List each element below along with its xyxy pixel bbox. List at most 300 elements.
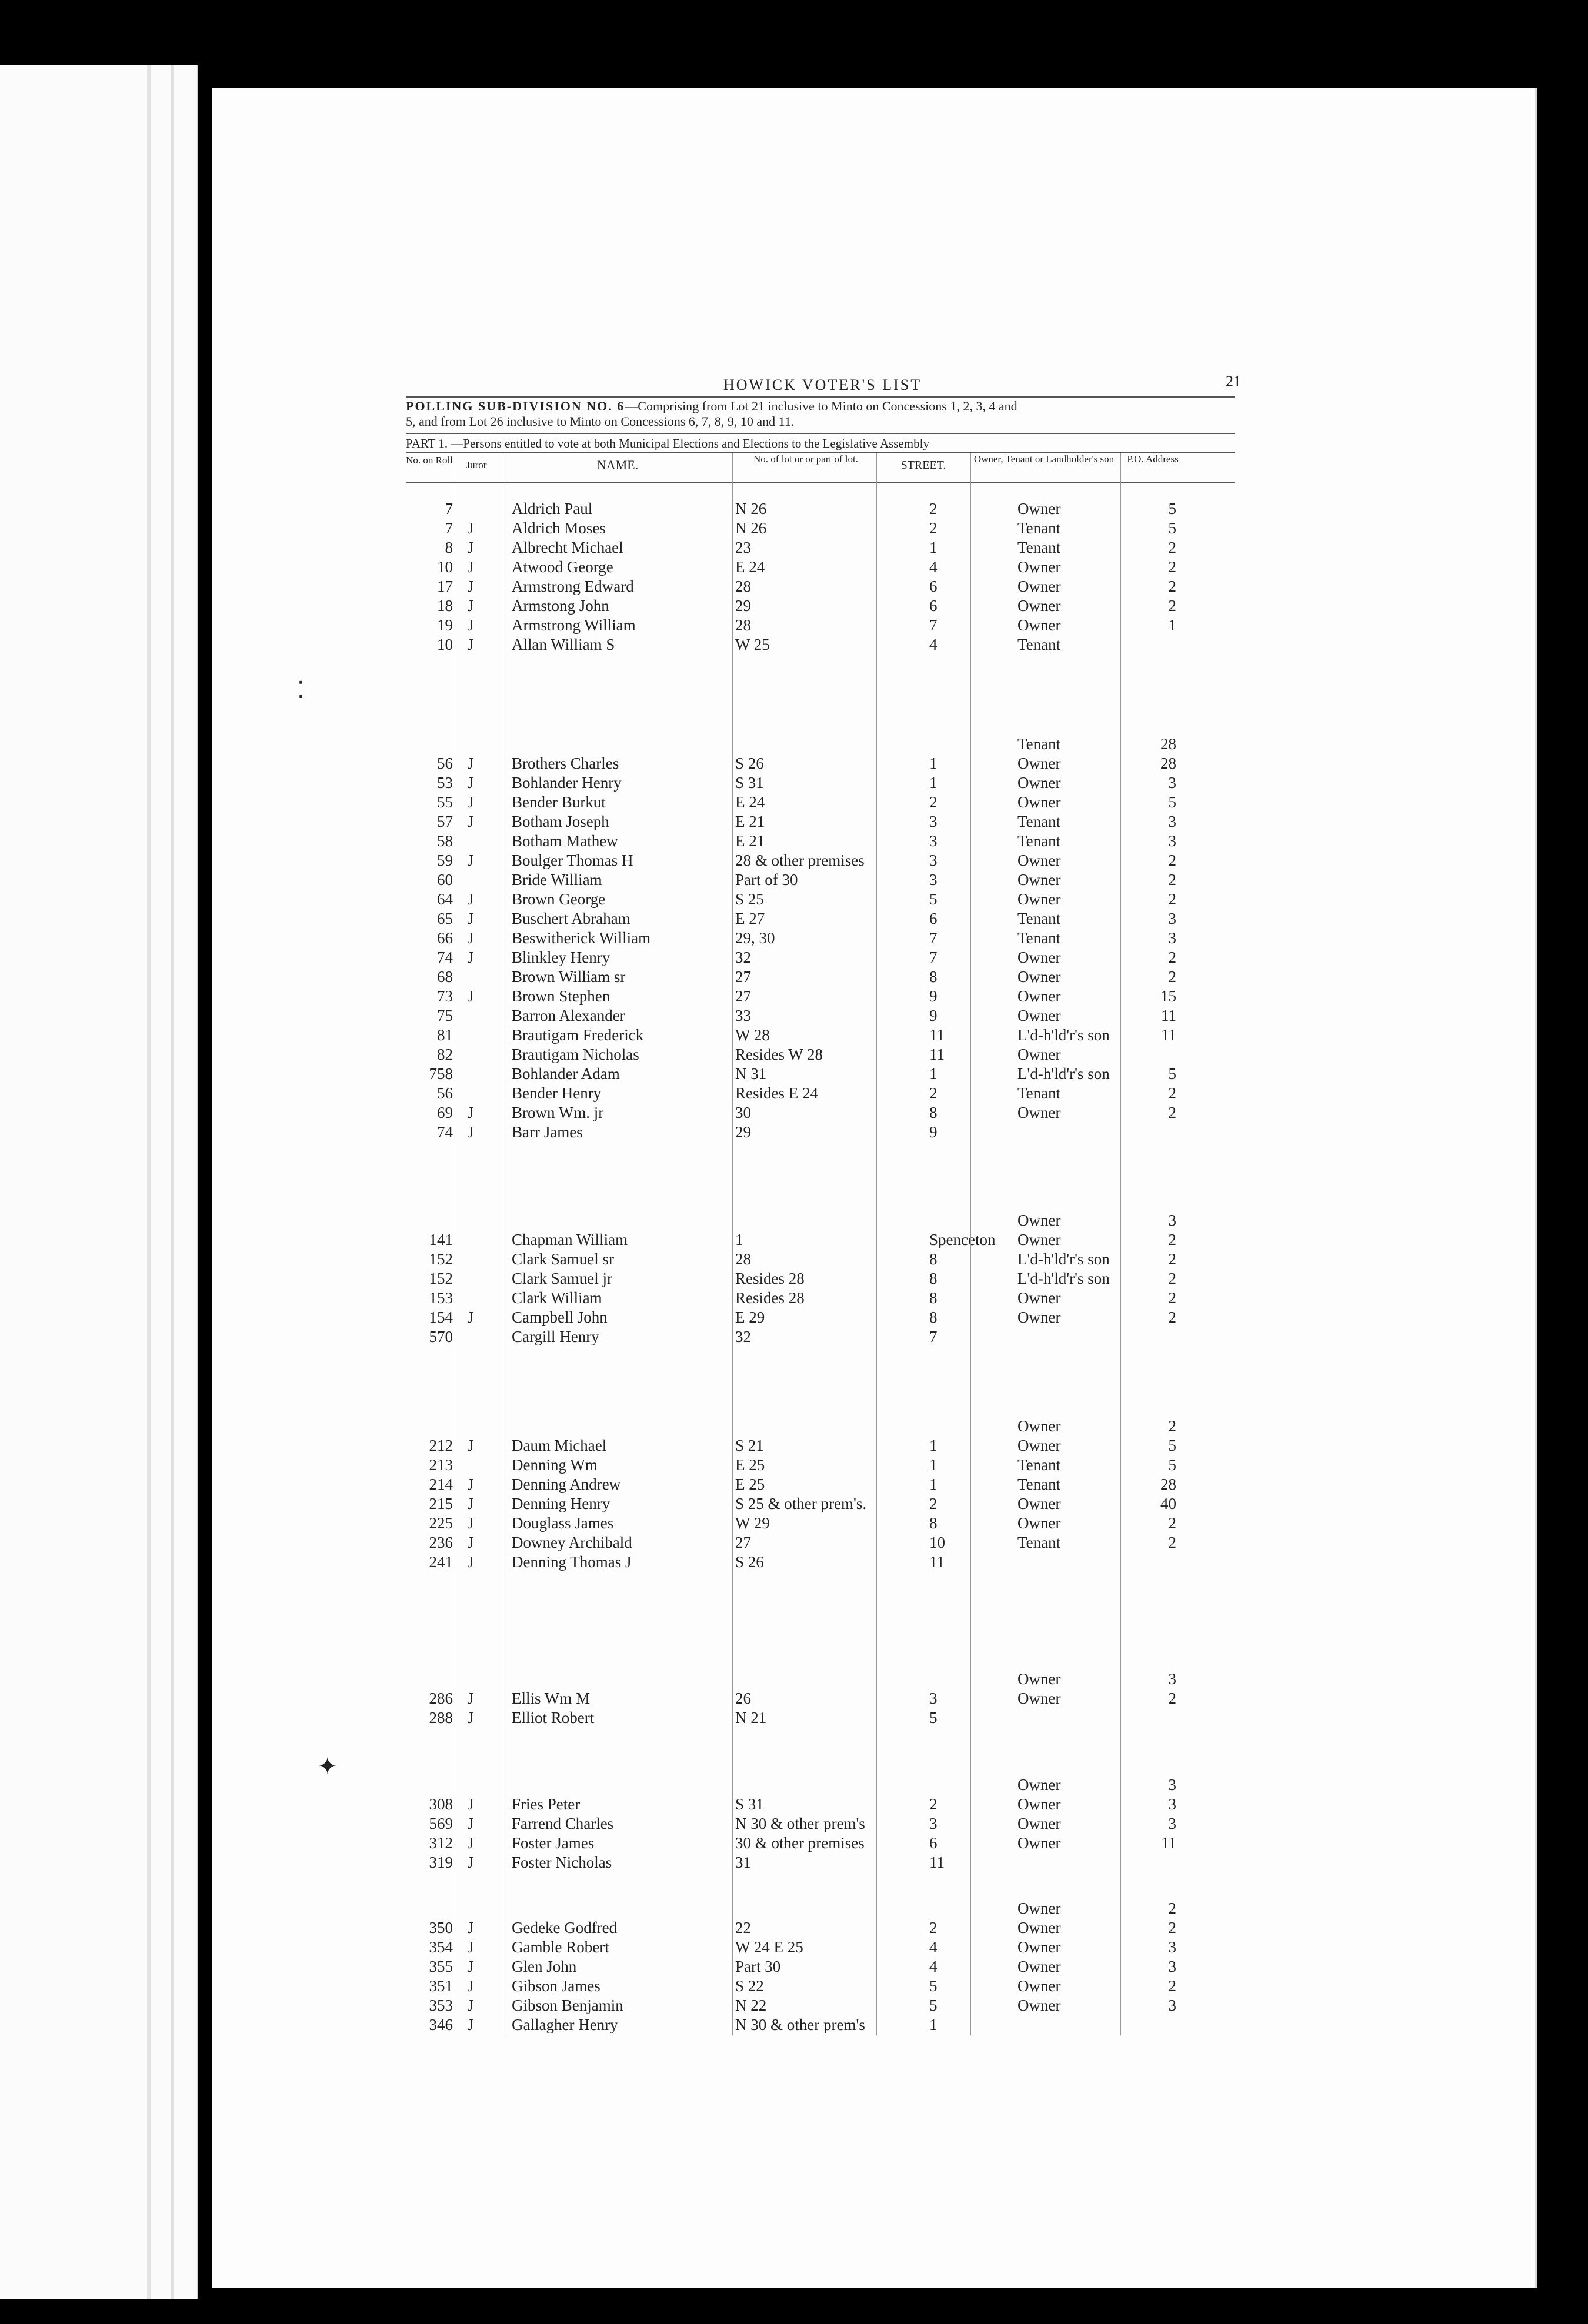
voter-row — [406, 871, 1235, 890]
roll-number: 154 — [429, 1308, 453, 1326]
voter-row — [406, 577, 1235, 597]
po-address: 2 — [1168, 1250, 1176, 1268]
concession: 1 — [929, 2016, 938, 2034]
concession: 8 — [929, 1250, 938, 1268]
roll-number: 18 — [437, 597, 453, 615]
rule — [406, 433, 1235, 434]
voter-row — [406, 1919, 1235, 1938]
voter-name: Daum Michael — [512, 1437, 607, 1454]
voter-row — [406, 754, 1235, 774]
occupation: Owner — [1017, 987, 1061, 1005]
roll-number: 74 — [437, 949, 453, 966]
lot-number: 27 — [735, 1534, 751, 1551]
concession: 8 — [929, 1289, 938, 1307]
voter-row — [406, 1996, 1235, 2016]
concession: 1 — [929, 754, 938, 772]
rule — [406, 396, 1235, 398]
voter-name: Buschert Abraham — [512, 910, 630, 927]
voter-row — [406, 558, 1235, 577]
juror-mark: J — [467, 519, 474, 537]
roll-number: 308 — [429, 1795, 453, 1813]
juror-mark: J — [467, 1553, 474, 1571]
concession: 1 — [929, 1456, 938, 1474]
po-address: 2 — [1168, 1899, 1176, 1917]
roll-number: 59 — [437, 852, 453, 869]
juror-mark: J — [467, 813, 474, 830]
voter-name: Foster Nicholas — [512, 1854, 612, 1871]
page-number: 21 — [1226, 373, 1241, 390]
col-name: NAME. — [596, 458, 639, 472]
po-address: 2 — [1168, 852, 1176, 869]
lot-number: E 27 — [735, 910, 765, 927]
occupation: Owner — [1017, 1795, 1061, 1813]
concession: 7 — [929, 616, 938, 634]
voter-row — [406, 1854, 1235, 1873]
occupation: Owner — [1017, 1919, 1061, 1936]
po-address: 2 — [1168, 968, 1176, 986]
lot-number: W 25 — [735, 636, 770, 653]
po-address: 2 — [1168, 1308, 1176, 1326]
lot-number: 27 — [735, 968, 751, 986]
roll-number: 319 — [429, 1854, 453, 1871]
occupation: Tenant — [1017, 636, 1061, 653]
occupation: Owner — [1017, 852, 1061, 869]
lot-number: 28 — [735, 616, 751, 634]
voter-name: Clark Samuel jr — [512, 1270, 612, 1287]
roll-number: 7 — [445, 500, 453, 517]
voter-row — [406, 1211, 1235, 1231]
voter-row — [406, 2016, 1235, 2035]
voter-name: Brautigam Frederick — [512, 1026, 644, 1044]
roll-number: 66 — [437, 929, 453, 947]
voter-name: Denning Thomas J — [512, 1553, 632, 1571]
voter-row — [406, 1670, 1235, 1689]
voter-row — [406, 735, 1235, 754]
concession: 3 — [929, 813, 938, 830]
occupation: Owner — [1017, 1776, 1061, 1794]
voter-name: Botham Joseph — [512, 813, 609, 830]
concession: 1 — [929, 1065, 938, 1083]
roll-number: 214 — [429, 1475, 453, 1493]
occupation: L'd-h'ld'r's son — [1017, 1026, 1110, 1044]
roll-number: 53 — [437, 774, 453, 792]
concession: 8 — [929, 968, 938, 986]
col-street: STREET. — [900, 459, 946, 472]
roll-number: 65 — [437, 910, 453, 927]
voter-row — [406, 774, 1235, 793]
occupation: Tenant — [1017, 832, 1061, 850]
occupation: Owner — [1017, 1495, 1061, 1512]
voter-row — [406, 1958, 1235, 1977]
voter-row — [406, 1977, 1235, 1996]
occupation: Owner — [1017, 1977, 1061, 1995]
occupation: Owner — [1017, 1308, 1061, 1326]
juror-mark: J — [467, 754, 474, 772]
voter-name: Barron Alexander — [512, 1007, 625, 1024]
concession: 3 — [929, 852, 938, 869]
voter-name: Cargill Henry — [512, 1328, 599, 1345]
concession: 11 — [929, 1026, 945, 1044]
voter-row — [406, 1308, 1235, 1328]
ink-mark: ✦ — [318, 1753, 338, 1779]
voter-name: Armstrong William — [512, 616, 636, 634]
concession: 11 — [929, 1553, 945, 1571]
concession: 1 — [929, 1437, 938, 1454]
po-address: 2 — [1168, 1231, 1176, 1248]
list-title: HOWICK VOTER'S LIST — [723, 376, 922, 393]
lot-number: E 25 — [735, 1456, 765, 1474]
po-address: 3 — [1168, 832, 1176, 850]
concession: 5 — [929, 1996, 938, 2014]
column-rule — [876, 453, 877, 2035]
po-address: 5 — [1168, 793, 1176, 811]
voter-name: Gibson James — [512, 1977, 600, 1995]
concession: 5 — [929, 1977, 938, 1995]
occupation: Tenant — [1017, 1084, 1061, 1102]
voter-name: Barr James — [512, 1123, 583, 1141]
voter-name: Clark William — [512, 1289, 602, 1307]
occupation: Owner — [1017, 949, 1061, 966]
page-edge — [147, 65, 151, 2299]
voter-row — [406, 987, 1235, 1007]
po-address: 3 — [1168, 1996, 1176, 2014]
po-address: 11 — [1161, 1007, 1176, 1024]
adjacent-page-stack — [0, 65, 198, 2299]
juror-mark: J — [467, 577, 474, 595]
roll-number: 288 — [429, 1709, 453, 1727]
lot-number: S 22 — [735, 1977, 764, 1995]
concession: 8 — [929, 1514, 938, 1532]
voter-row — [406, 500, 1235, 519]
roll-number: 74 — [437, 1123, 453, 1141]
lot-number: E 29 — [735, 1308, 765, 1326]
roll-number: 81 — [437, 1026, 453, 1044]
po-address: 3 — [1168, 774, 1176, 792]
voter-name: Albrecht Michael — [512, 539, 623, 556]
lot-number: Part of 30 — [735, 871, 798, 889]
lot-number: N 31 — [735, 1065, 767, 1083]
lot-number: E 21 — [735, 832, 765, 850]
page-edge — [171, 65, 174, 2299]
lot-number: 29 — [735, 597, 751, 615]
po-address: 5 — [1168, 1065, 1176, 1083]
concession: 6 — [929, 1834, 938, 1852]
occupation: Owner — [1017, 968, 1061, 986]
juror-mark: J — [467, 1709, 474, 1727]
voter-row — [406, 1270, 1235, 1289]
juror-mark: J — [467, 1308, 474, 1326]
voter-name: Gamble Robert — [512, 1938, 609, 1956]
occupation: Owner — [1017, 558, 1061, 576]
roll-number: 758 — [429, 1065, 453, 1083]
lot-number: N 26 — [735, 519, 767, 537]
lot-number: 28 & other premises — [735, 852, 865, 869]
concession: 4 — [929, 636, 938, 653]
occupation: Owner — [1017, 1289, 1061, 1307]
po-address: 2 — [1168, 539, 1176, 556]
lot-number: 30 & other premises — [735, 1834, 865, 1852]
roll-number: 152 — [429, 1270, 453, 1287]
occupation: Owner — [1017, 1899, 1061, 1917]
lot-number: Resides W 28 — [735, 1046, 823, 1063]
col-address: P.O. Address — [1127, 453, 1179, 465]
voter-name: Bender Henry — [512, 1084, 602, 1102]
lot-number: E 24 — [735, 558, 765, 576]
voter-row — [406, 1456, 1235, 1475]
voter-row — [406, 1084, 1235, 1104]
po-address: 28 — [1160, 1475, 1176, 1493]
concession: 6 — [929, 597, 938, 615]
lot-number: 28 — [735, 1250, 751, 1268]
occupation: Tenant — [1017, 539, 1061, 556]
lot-number: W 24 E 25 — [735, 1938, 803, 1956]
concession: 7 — [929, 929, 938, 947]
voter-row — [406, 1231, 1235, 1250]
voter-row — [406, 1534, 1235, 1553]
voter-row — [406, 1475, 1235, 1495]
voter-row — [406, 1123, 1235, 1143]
roll-number: 56 — [437, 754, 453, 772]
roll-number: 346 — [429, 2016, 453, 2034]
voter-row — [406, 1514, 1235, 1534]
juror-mark: J — [467, 539, 474, 556]
juror-mark: J — [467, 1437, 474, 1454]
roll-number: 152 — [429, 1250, 453, 1268]
voter-name: Foster James — [512, 1834, 595, 1852]
voter-row — [406, 519, 1235, 539]
voter-name: Glen John — [512, 1958, 577, 1975]
voter-row — [406, 1437, 1235, 1456]
voter-name: Bride William — [512, 871, 602, 889]
concession: 2 — [929, 793, 938, 811]
po-address: 3 — [1168, 1938, 1176, 1956]
concession: 8 — [929, 1308, 938, 1326]
lot-number: E 24 — [735, 793, 765, 811]
voter-row — [406, 1046, 1235, 1065]
juror-mark: J — [467, 1495, 474, 1512]
lot-number: 32 — [735, 1328, 751, 1345]
occupation: Owner — [1017, 1007, 1061, 1024]
roll-number: 73 — [437, 987, 453, 1005]
voter-name: Douglass James — [512, 1514, 614, 1532]
po-address: 5 — [1168, 1456, 1176, 1474]
roll-number: 69 — [437, 1104, 453, 1121]
voter-name: Elliot Robert — [512, 1709, 595, 1727]
concession: 2 — [929, 1795, 938, 1813]
po-address: 5 — [1168, 1437, 1176, 1454]
voter-name: Gedeke Godfred — [512, 1919, 618, 1936]
roll-number: 355 — [429, 1958, 453, 1975]
occupation: Owner — [1017, 1996, 1061, 2014]
occupation: Tenant — [1017, 1456, 1061, 1474]
po-address: 3 — [1168, 813, 1176, 830]
column-rule — [732, 453, 733, 2035]
voter-row — [406, 1104, 1235, 1123]
concession: 1 — [929, 539, 938, 556]
roll-number: 82 — [437, 1046, 453, 1063]
po-address: 3 — [1168, 1670, 1176, 1688]
roll-number: 312 — [429, 1834, 453, 1852]
juror-mark: J — [467, 1104, 474, 1121]
roll-number: 213 — [429, 1456, 453, 1474]
voter-row — [406, 1026, 1235, 1046]
voter-name: Bohlander Adam — [512, 1065, 620, 1083]
po-address: 2 — [1168, 558, 1176, 576]
po-address: 40 — [1160, 1495, 1176, 1512]
lot-number: E 25 — [735, 1475, 765, 1493]
voter-name: Fries Peter — [512, 1795, 581, 1813]
voter-name: Blinkley Henry — [512, 949, 610, 966]
lot-number: N 26 — [735, 500, 767, 517]
voter-row — [406, 1815, 1235, 1834]
voter-name: Boulger Thomas H — [512, 852, 633, 869]
voter-row — [406, 597, 1235, 616]
po-address: 2 — [1168, 1417, 1176, 1435]
voter-row — [406, 1776, 1235, 1795]
occupation: Owner — [1017, 597, 1061, 615]
occupation: Tenant — [1017, 1475, 1061, 1493]
lot-number: S 31 — [735, 1795, 764, 1813]
voter-row — [406, 1899, 1235, 1919]
roll-number: 351 — [429, 1977, 453, 1995]
concession: 9 — [929, 1007, 938, 1024]
voter-row — [406, 1689, 1235, 1709]
voter-row — [406, 968, 1235, 987]
voter-name: Allan William S — [512, 636, 615, 653]
concession: 1 — [929, 1475, 938, 1493]
po-address: 2 — [1168, 1104, 1176, 1121]
occupation: L'd-h'ld'r's son — [1017, 1065, 1110, 1083]
juror-mark: J — [467, 1977, 474, 1995]
column-rule — [970, 453, 971, 2035]
concession: 2 — [929, 1919, 938, 1936]
occupation: L'd-h'ld'r's son — [1017, 1250, 1110, 1268]
voter-name: Denning Andrew — [512, 1475, 621, 1493]
lot-number: 28 — [735, 577, 751, 595]
voter-row — [406, 1417, 1235, 1437]
roll-number: 350 — [429, 1919, 453, 1936]
po-address: 2 — [1168, 1289, 1176, 1307]
voter-name: Armstong John — [512, 597, 609, 615]
juror-mark: J — [467, 949, 474, 966]
po-address: 2 — [1168, 1534, 1176, 1551]
lot-number: S 26 — [735, 754, 764, 772]
roll-number: 241 — [429, 1553, 453, 1571]
lot-number: 29 — [735, 1123, 751, 1141]
voter-row — [406, 1553, 1235, 1572]
voter-name: Gallagher Henry — [512, 2016, 618, 2034]
lot-number: S 31 — [735, 774, 764, 792]
voter-row — [406, 1834, 1235, 1854]
concession: 6 — [929, 577, 938, 595]
po-address: 2 — [1168, 1514, 1176, 1532]
juror-mark: J — [467, 1919, 474, 1936]
lot-number: E 21 — [735, 813, 765, 830]
col-juror: Juror — [466, 459, 487, 470]
concession: 9 — [929, 1123, 938, 1141]
po-address: 15 — [1160, 987, 1176, 1005]
concession: 6 — [929, 910, 938, 927]
lot-number: 22 — [735, 1919, 751, 1936]
roll-number: 7 — [445, 519, 453, 537]
po-address: 3 — [1168, 1211, 1176, 1229]
col-occupation: Owner, Tenant or Landholder's son — [973, 453, 1115, 465]
juror-mark: J — [467, 616, 474, 634]
roll-number: 68 — [437, 968, 453, 986]
juror-mark: J — [467, 910, 474, 927]
juror-mark: J — [467, 1854, 474, 1871]
voter-name: Clark Samuel sr — [512, 1250, 614, 1268]
juror-mark: J — [467, 987, 474, 1005]
part-heading: PART 1. —Persons entitled to vote at both Municipal Elections and Elections to the Legislative Assembly — [406, 436, 929, 450]
subdivision-description — [406, 399, 1235, 429]
occupation: Owner — [1017, 1938, 1061, 1956]
occupation: Tenant — [1017, 813, 1061, 830]
voter-row — [406, 636, 1235, 655]
po-address: 2 — [1168, 949, 1176, 966]
occupation: Owner — [1017, 616, 1061, 634]
lot-number: S 25 & other prem's. — [735, 1495, 867, 1512]
po-address: 11 — [1161, 1026, 1176, 1044]
roll-number: 64 — [437, 890, 453, 908]
concession: 8 — [929, 1104, 938, 1121]
voter-name: Brown George — [512, 890, 606, 908]
voter-row — [406, 949, 1235, 968]
po-address: 11 — [1161, 1834, 1176, 1852]
occupation: Owner — [1017, 1670, 1061, 1688]
concession: 7 — [929, 949, 938, 966]
occupation: Owner — [1017, 754, 1061, 772]
po-address: 2 — [1168, 1689, 1176, 1707]
lot-number: S 26 — [735, 1553, 764, 1571]
lot-number: N 21 — [735, 1709, 767, 1727]
occupation: Tenant — [1017, 929, 1061, 947]
voter-row — [406, 832, 1235, 852]
lot-number: 26 — [735, 1689, 751, 1707]
po-address: 28 — [1160, 735, 1176, 753]
voter-row — [406, 1795, 1235, 1815]
po-address: 2 — [1168, 577, 1176, 595]
voter-name: Armstrong Edward — [512, 577, 634, 595]
lot-number: N 30 & other prem's — [735, 1815, 865, 1832]
occupation: Tenant — [1017, 519, 1061, 537]
juror-mark: J — [467, 2016, 474, 2034]
concession: 4 — [929, 558, 938, 576]
po-address: 2 — [1168, 1977, 1176, 1995]
roll-number: 215 — [429, 1495, 453, 1512]
roll-number: 354 — [429, 1938, 453, 1956]
column-headers — [406, 453, 1235, 482]
roll-number: 57 — [437, 813, 453, 830]
concession: 3 — [929, 832, 938, 850]
roll-number: 141 — [429, 1231, 453, 1248]
po-address: 2 — [1168, 890, 1176, 908]
lot-number: 23 — [735, 539, 751, 556]
concession: 3 — [929, 871, 938, 889]
occupation: Owner — [1017, 1046, 1061, 1063]
voter-name: Beswitherick William — [512, 929, 651, 947]
concession: 2 — [929, 519, 938, 537]
roll-number: 153 — [429, 1289, 453, 1307]
voter-name: Chapman William — [512, 1231, 628, 1248]
roll-number: 212 — [429, 1437, 453, 1454]
voter-row — [406, 793, 1235, 813]
po-address: 2 — [1168, 1084, 1176, 1102]
concession: 11 — [929, 1046, 945, 1063]
roll-number: 75 — [437, 1007, 453, 1024]
lot-number: 29, 30 — [735, 929, 775, 947]
occupation: Owner — [1017, 1437, 1061, 1454]
